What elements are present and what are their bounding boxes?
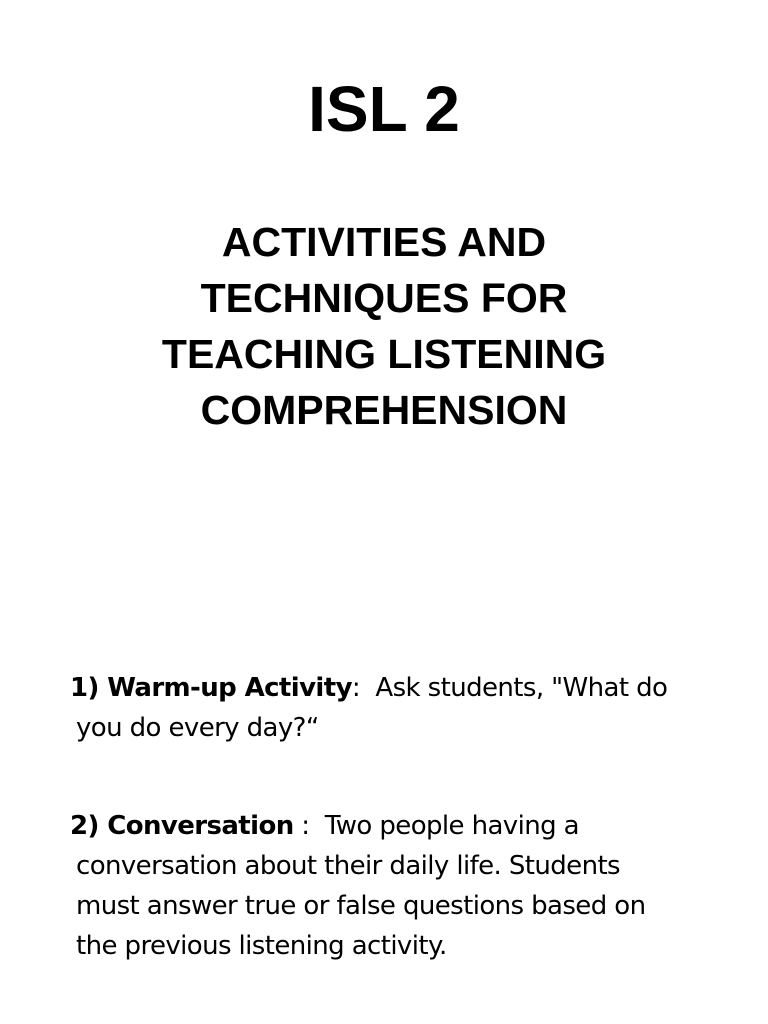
page-title: ISL 2 xyxy=(308,73,460,145)
activity-list xyxy=(64,668,724,966)
subtitle-line: TEACHING LISTENING xyxy=(161,331,607,377)
activity-item-warm-up xyxy=(64,668,724,748)
subtitle-line: TECHNIQUES FOR xyxy=(200,275,568,321)
activity-heading: 2) Conversation xyxy=(70,811,294,841)
activity-item-conversation xyxy=(64,806,724,966)
activity-text-line: must answer true or false questions based on xyxy=(76,891,646,921)
activity-line xyxy=(64,668,724,708)
activity-text: Ask students, "What do xyxy=(360,673,668,703)
activity-text-line: you do every day?“ xyxy=(76,713,319,743)
activity-line xyxy=(64,806,724,846)
activity-text-line: the previous listening activity. xyxy=(76,931,447,961)
activity-separator: : xyxy=(351,673,361,703)
activity-text: Two people having a xyxy=(309,811,579,841)
subtitle-line: ACTIVITIES AND xyxy=(221,219,547,265)
activity-separator: : xyxy=(293,811,310,841)
activity-text-line: conversation about their daily life. Students xyxy=(76,851,620,881)
subtitle xyxy=(84,214,684,438)
subtitle-line: COMPREHENSION xyxy=(200,387,568,433)
activity-heading: 1) Warm-up Activity xyxy=(70,673,352,703)
